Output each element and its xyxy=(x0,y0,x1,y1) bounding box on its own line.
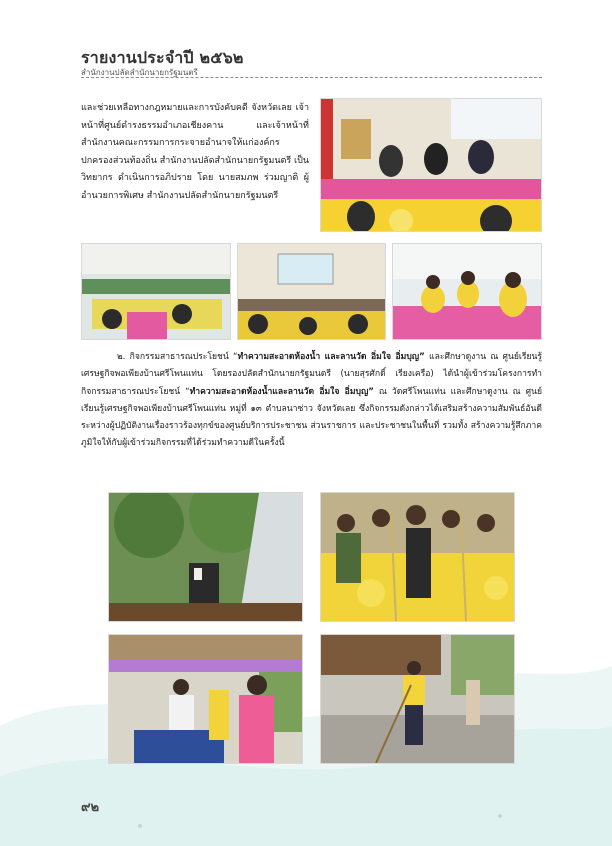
header-divider xyxy=(81,77,542,78)
photo-tree-lamp xyxy=(108,492,303,622)
page-number: ๙๒ xyxy=(81,800,100,815)
paragraph-intro: และช่วยเหลือทางกฎหมายและการบังคับคดี จังหวัดเลย เจ้าหน้าที่ศูนย์ดำรงธรรมอำเภอเชียงคาน และเจ้าหน้าที่สำนักงานคณะกรรมการกระจายอำนาจให้แก่องค์กรปกครองส่วนท้องถิ่น สำนักงานปลัดสำนักนายกรัฐมนตรี เป็นวิทยากร ดำเนินการอภิปราย โดย นายสมภพ ร่วมญาติ ผู้อำนวยการพิเศษ สำนักงานปลัดสำนักนายกรัฐมนตรี xyxy=(81,103,309,201)
photo-audience-hall xyxy=(81,243,231,340)
activity-2-text-end: ณ วัดศรีโพนแท่น และศึกษาดูงาน ณ ศูนย์เรียนรู้เศรษฐกิจพอเพียงบ้านศรีโพนแท่น หมู่ที่ ๑๓ ตำบลนาซ่าว จังหวัดเลย ซึ่งกิจกรรมดังกล่าวได้เสริมสร้างความสัมพันธ์อันดีระหว่างผู้ปฏิบัติงานเรื่องราวร้องทุกข์ของศูนย์บริการประชาชน ส่วนราชการ และประชาชนในพื้นที่ รวมทั้ง สร้างความรู้สึกภาคภูมิใจให้กับผู้เข้าร่วมกิจกรรมที่ได้ร่วมทำความดีในครั้งนี้ xyxy=(81,386,542,449)
photo-market-stall xyxy=(108,634,303,764)
report-title: รายงานประจำปี ๒๕๖๒ xyxy=(81,48,244,67)
paragraph-activity-2 xyxy=(81,349,542,453)
activity-2-title-repeat: ทำความสะอาดห้องน้ำและลานวัด อิ่มใจ อิ่มบุญ” xyxy=(189,386,374,397)
activity-2-text: และศึกษาดูงาน ณ ศูนย์เรียนรู้เศรษฐกิจพอเพียงบ้านศรีโพนแท่น โดยรองปลัดสำนักนายกรัฐมนตรี (นายสุรศักดิ์ เรียงเครือ) ได้นำผู้เข้าร่วมโครงการทำกิจกรรมสาธารณประโยชน์ “ xyxy=(81,352,542,397)
photo-group-with-brooms xyxy=(320,492,515,622)
activity-2-title: ทำความสะอาดห้องน้ำ และลานวัด อิ่มใจ อิ่มบุญ” xyxy=(237,352,425,362)
photo-seminar-panel xyxy=(320,98,542,232)
photo-participants-discussion xyxy=(392,243,542,340)
photo-presentation-screen xyxy=(237,243,386,340)
photo-sweeping-yard xyxy=(320,634,515,764)
activity-2-lead: ๒. กิจกรรมสาธารณประโยชน์ “ xyxy=(117,352,238,362)
office-subtitle: สำนักงานปลัดสำนักนายกรัฐมนตรี xyxy=(81,68,198,77)
